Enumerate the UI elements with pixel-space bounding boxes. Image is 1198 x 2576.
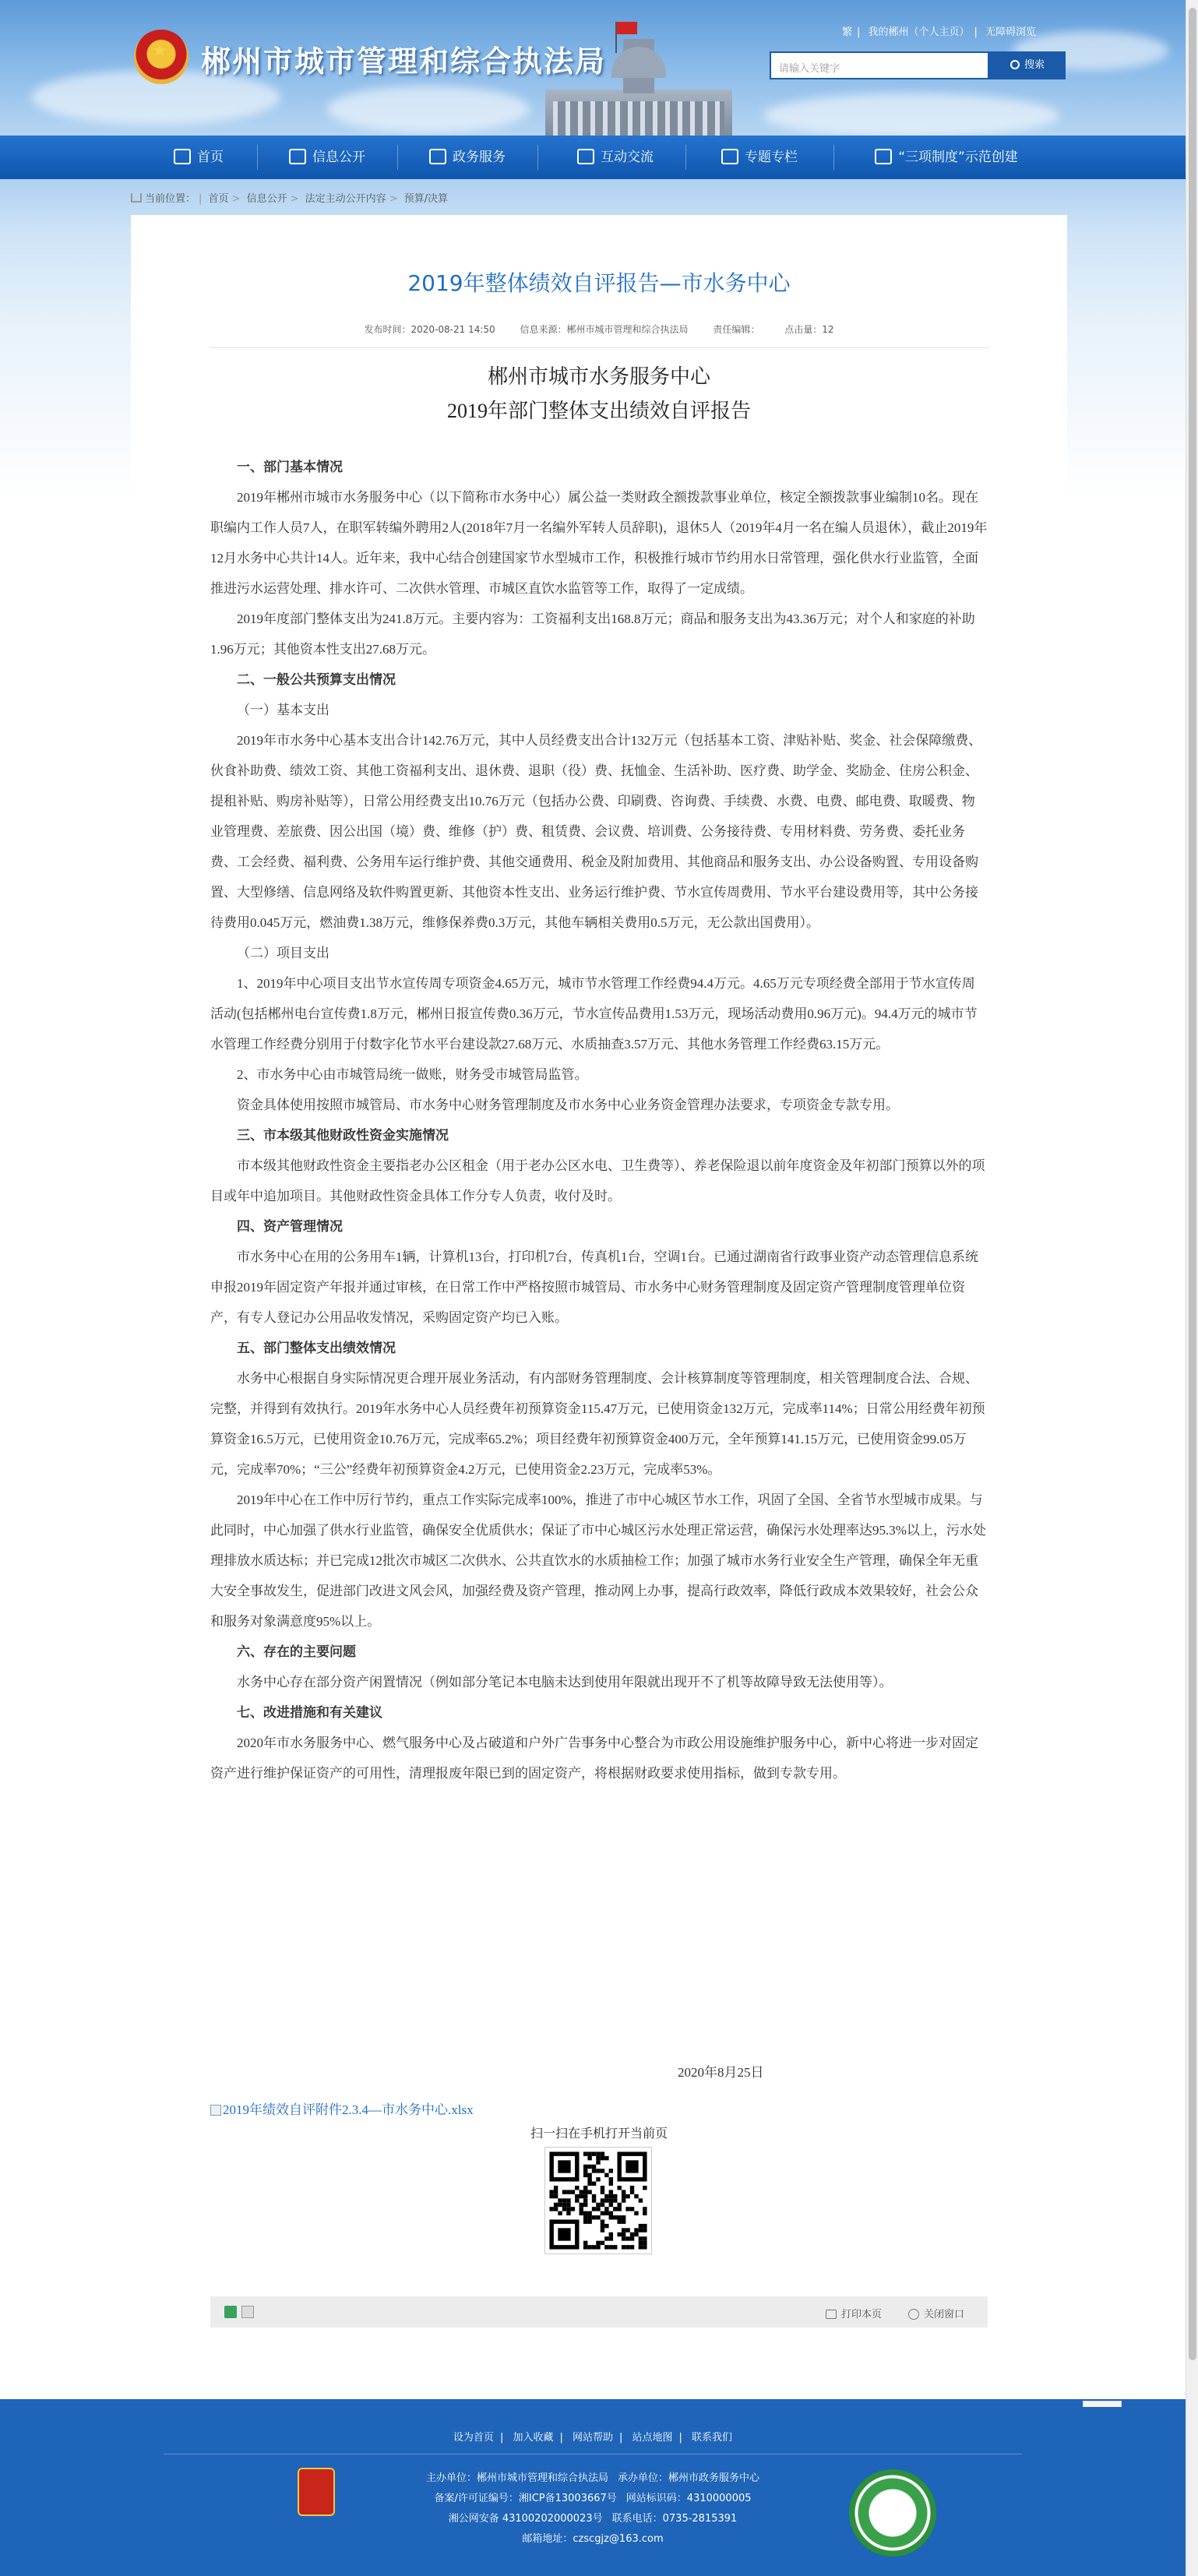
breadcrumb-statutory[interactable]: 法定主动公开内容 bbox=[305, 193, 386, 205]
nav-item-special-topics[interactable] bbox=[709, 136, 810, 179]
nav-item-interaction[interactable] bbox=[565, 136, 666, 179]
home-icon bbox=[131, 193, 142, 203]
section-heading: （一）基本支出 bbox=[237, 703, 329, 717]
footer-icp-line bbox=[0, 2491, 1186, 2507]
print-button[interactable] bbox=[826, 2306, 882, 2321]
footer-police[interactable]: 湘公网安备 43100202000023号 bbox=[448, 2513, 603, 2525]
click-count: 点击量：12 bbox=[784, 324, 834, 335]
document-title-line-1: 郴州市城市水务服务中心 bbox=[487, 365, 710, 388]
edit-icon bbox=[429, 149, 446, 164]
scrollbar-thumb[interactable] bbox=[1189, 8, 1196, 2360]
print-label: 打印本页 bbox=[841, 2309, 883, 2321]
qr-code-image bbox=[544, 2147, 652, 2254]
top-links: 繁 | 我的郴州（个人主页） | 无障碍浏览 bbox=[842, 26, 1037, 38]
site-header bbox=[0, 0, 1186, 136]
stack-icon bbox=[875, 149, 892, 164]
article-body bbox=[210, 452, 988, 1788]
section-heading: 四、资产管理情况 bbox=[237, 1219, 343, 1234]
section-heading: 三、市本级其他财政性资金实施情况 bbox=[237, 1128, 449, 1143]
breadcrumb: 当前位置： | 首页 > 信息公开 > 法定主动公开内容 > 预算/决算 bbox=[131, 190, 448, 205]
nav-label: “三项制度”示范创建 bbox=[898, 150, 1018, 165]
search-input[interactable]: 请输入关键字 bbox=[770, 51, 989, 79]
section-heading: 一、部门基本情况 bbox=[237, 460, 343, 474]
section-heading: 六、存在的主要问题 bbox=[237, 1644, 356, 1659]
footer-link-add-favorite[interactable]: 加入收藏 bbox=[513, 2432, 554, 2444]
document-icon bbox=[289, 149, 306, 164]
body-paragraph: 1、2019年中心项目支出节水宣传周专项资金4.65万元，城市节水管理工作经费94.4万元。4.65万元专项经费全部用于节水宣传周活动(包括郴州电台宣传费1.8万元，郴州日报宣传费0.36万元，节水宣传品费用1.53万元，现场活动费用0.96万元)。94.4万元的城市节水管理工作经费分别用于付数字化节水平台建设款27.68万元、水质抽查3.57万元、其他水务管理工作经费63.15万元。 bbox=[210, 976, 978, 1052]
footer-link-set-homepage[interactable]: 设为首页 bbox=[453, 2432, 494, 2444]
body-paragraph: 市水务中心在用的公务用车1辆，计算机13台，打印机7台，传真机1台，空调1台。已通过湖南省行政事业资产动态管理信息系统申报2019年固定资产年报并通过审核，在日常工作中严格按照市城管局、市水务中心财务管理制度及固定资产管理制度管理单位资产，有专人登记办公用品收发情况，采购固定资产均已入账。 bbox=[210, 1249, 978, 1325]
search-button[interactable] bbox=[989, 51, 1066, 79]
printer-icon bbox=[826, 2310, 837, 2319]
publish-time: 发布时间：2020-08-21 14:50 bbox=[364, 324, 495, 335]
document-title-line-2: 2019年部门整体支出绩效自评报告 bbox=[446, 400, 751, 422]
body-paragraph: 2019年中心在工作中厉行节约，重点工作实际完成率100%，推进了市中心城区节水工作，巩固了全国、全省节水型城市成果。与此同时，中心加强了供水行业监管，确保安全优质供水；保证了市中心城区污水处理正常运营，确保污水处理率达95.3%以上，污水处理排放水质达标；并已完成12批次市城区二次供水、公共直饮水的水质抽检工作；加强了城市水务行业安全生产管理，确保全年无重大安全事故发生，促进部门改进文风会风，加强经费及资产管理，推动网上办事，提高行政效率，降低行政成本效果较好，社会公众和服务对象满意度95%以上。 bbox=[210, 1492, 986, 1629]
main-nav bbox=[0, 136, 1186, 179]
body-paragraph: 2020年市水务服务中心、燃气服务中心及占破道和户外广告事务中心整合为市政公用设施维护服务中心，新中心将进一步对固定资产进行维护保证资产的可用性，清理报废年限已到的固定资产，将根据财政要求使用指标，做到专款专用。 bbox=[210, 1736, 978, 1781]
article-meta bbox=[131, 322, 1067, 336]
excel-file-icon bbox=[210, 2105, 221, 2116]
home-icon bbox=[174, 149, 191, 164]
share-icon[interactable] bbox=[241, 2306, 254, 2318]
body-paragraph: 水务中心根据自身实际情况更合理开展业务活动，有内部财务管理制度、会计核算制度等管理制度，相关管理制度合法、合规、完整，并得到有效执行。2019年水务中心人员经费年初预算资金115.47万元，已使用资金132万元，完成率114%；日常公用经费年初预算资金16.5万元，已使用资金10.76万元，完成率65.2%；项目经费年初预算资金400万元，全年预算141.15万元，已使用资金99.05万元，完成率70%；“三公”经费年初预算资金4.2万元，已使用资金2.23万元，完成率53%。 bbox=[210, 1371, 985, 1477]
search-button-label: 搜索 bbox=[1024, 59, 1045, 71]
footer-phone: 联系电话：0735-2815391 bbox=[611, 2513, 738, 2525]
document-title bbox=[131, 360, 1067, 428]
nav-label: 政务服务 bbox=[453, 150, 506, 165]
nav-label: 专题专栏 bbox=[745, 150, 798, 165]
nav-item-gov-services[interactable] bbox=[417, 136, 518, 179]
national-emblem-logo bbox=[134, 30, 189, 84]
section-heading: 二、一般公共预算支出情况 bbox=[237, 672, 396, 687]
close-icon bbox=[908, 2309, 919, 2320]
nav-item-home[interactable] bbox=[160, 136, 238, 179]
footer-link-help[interactable]: 网站帮助 bbox=[572, 2432, 613, 2444]
body-paragraph: 水务中心存在部分资产闲置情况（例如部分笔记本电脑未达到使用年限就出现开不了机等故障导致无法使用等）。 bbox=[237, 1675, 893, 1690]
attachment-link[interactable] bbox=[210, 2099, 474, 2118]
article-panel bbox=[131, 215, 1067, 2380]
footer-email-line bbox=[0, 2532, 1186, 2547]
close-label: 关闭窗口 bbox=[924, 2309, 965, 2321]
nav-item-info-disclosure[interactable] bbox=[277, 136, 378, 179]
qr-label: 扫一扫在手机打开当前页 bbox=[530, 2127, 668, 2141]
layers-icon bbox=[721, 149, 738, 164]
close-window-button[interactable] bbox=[908, 2306, 964, 2321]
chat-icon bbox=[577, 149, 594, 164]
page-scrollbar[interactable] bbox=[1186, 0, 1198, 2576]
site-title: 郴州市城市管理和综合执法局 bbox=[201, 44, 607, 79]
section-heading: 五、部门整体支出绩效情况 bbox=[237, 1341, 396, 1355]
info-source: 信息来源：郴州市城市管理和综合执法局 bbox=[520, 324, 689, 335]
body-paragraph: 2、市水务中心由市城管局统一做账，财务受市城管局监管。 bbox=[237, 1067, 588, 1082]
footer-police-line bbox=[0, 2511, 1186, 2527]
civilized-unit-badge-icon[interactable] bbox=[849, 2469, 936, 2557]
footer-sponsor-line bbox=[0, 2471, 1186, 2486]
traditional-chinese-link[interactable]: 繁 bbox=[842, 26, 853, 38]
body-paragraph: 2019年郴州市城市水务服务中心（以下简称市水务中心）属公益一类财政全额拨款事业单位，核定全额拨款事业编制10名。现在职编内工作人员7人，在职军转编外聘用2人(2018年7月一名编外军转人员辞职)，退休5人（2019年4月一名在编人员退休），截止2019年12月水务中心共计14人。近年来，我中心结合创建国家节水型城市工作，积极推行城市节约用水日常管理，强化供水行业监管，全面推进污水运营处理、排水许可、二次供水管理、市城区直饮水监管等工作，取得了一定成绩。 bbox=[210, 490, 988, 596]
section-heading: 七、改进措施和有关建议 bbox=[237, 1705, 382, 1720]
section-heading: （二）项目支出 bbox=[237, 946, 329, 960]
body-paragraph: 资金具体使用按照市城管局、市水务中心财务管理制度及市水务中心业务资金管理办法要求，专项资金专款专用。 bbox=[237, 1098, 899, 1112]
breadcrumb-info-disclosure[interactable]: 信息公开 bbox=[246, 193, 287, 205]
footer-organizer: 承办单位：郴州市政务服务中心 bbox=[618, 2472, 760, 2484]
divider bbox=[210, 347, 989, 348]
share-wechat-icon[interactable] bbox=[224, 2306, 237, 2318]
nav-item-three-systems[interactable] bbox=[857, 136, 1036, 179]
footer-link-contact[interactable]: 联系我们 bbox=[692, 2432, 733, 2444]
flag-icon bbox=[615, 22, 617, 53]
body-paragraph: 2019年度部门整体支出为241.8万元。主要内容为：工资福利支出168.8万元；商品和服务支出为43.36万元；对个人和家庭的补助1.96万元；其他资本性支出27.68万元。 bbox=[210, 611, 975, 657]
breadcrumb-prefix: 当前位置： bbox=[145, 193, 196, 205]
search-icon bbox=[1010, 60, 1020, 69]
breadcrumb-home[interactable]: 首页 bbox=[208, 193, 229, 205]
footer-links: 设为首页 | 加入收藏 | 网站帮助 | 站点地图 | 联系我们 bbox=[453, 2432, 733, 2444]
article-toolbar bbox=[210, 2296, 988, 2328]
editor: 责任编辑： bbox=[713, 324, 760, 335]
nav-label: 互动交流 bbox=[601, 150, 654, 165]
attachment-filename: 2019年绩效自评附件2.3.4—市水务中心.xlsx bbox=[223, 2102, 474, 2117]
report-date: 2020年8月25日 bbox=[678, 2065, 764, 2080]
nav-label: 首页 bbox=[197, 150, 224, 165]
footer-link-sitemap[interactable]: 站点地图 bbox=[632, 2432, 673, 2444]
footer-icp[interactable]: 备案/许可证编号：湘ICP备13003667号 bbox=[434, 2493, 617, 2504]
my-homepage-link[interactable]: 我的郴州（个人主页） bbox=[868, 26, 970, 38]
body-paragraph: 2019年市水务中心基本支出合计142.76万元，其中人员经费支出合计132万元（包括基本工资、津贴补贴、奖金、社会保障缴费、伙食补助费、绩效工资、其他工资福利支出、退休费、退职（役）费、抚恤金、生活补助、医疗费、助学金、奖励金、住房公积金、提租补贴、购房补贴等），日常公用经费支出10.76万元（包括办公费、印刷费、咨询费、手续费、水费、电费、邮电费、取暖费、物业管理费、差旅费、因公出国（境）费、维修（护）费、租赁费、会议费、培训费、公务接待费、专用材料费、劳务费、委托业务费、工会经费、福利费、公务用车运行维护费、其他交通费用、税金及附加费用、其他商品和服务支出、办公设备购置、专用设备购置、大型修缮、信息网络及软件购置更新、其他资本性支出、业务运行维护费、节水宣传周费用、节水平台建设费用等，其中公务接待费用0.045万元，燃油费1.38万元，维修保养费0.3万元，其他车辆相关费用0.5万元，无公款出国费用）。 bbox=[210, 733, 982, 930]
footer-email: 邮箱地址：czscgjz@163.com bbox=[522, 2533, 664, 2545]
footer-site-code: 网站标识码：4310000005 bbox=[625, 2493, 752, 2504]
accessibility-link[interactable]: 无障碍浏览 bbox=[985, 26, 1037, 38]
footer-sponsor: 主办单位：郴州市城市管理和综合执法局 bbox=[425, 2472, 608, 2484]
breadcrumb-budget[interactable]: 预算/决算 bbox=[403, 193, 449, 205]
nav-label: 信息公开 bbox=[312, 150, 365, 165]
article-title: 2019年整体绩效自评报告—市水务中心 bbox=[407, 270, 791, 296]
site-footer bbox=[0, 2407, 1186, 2576]
body-paragraph: 市本级其他财政性资金主要指老办公区租金（用于老办公区水电、卫生费等）、养老保险退以前年度资金及年初部门预算以外的项目或年中追加项目。其他财政性资金具体工作分专人负责，收付及时。 bbox=[210, 1158, 985, 1203]
